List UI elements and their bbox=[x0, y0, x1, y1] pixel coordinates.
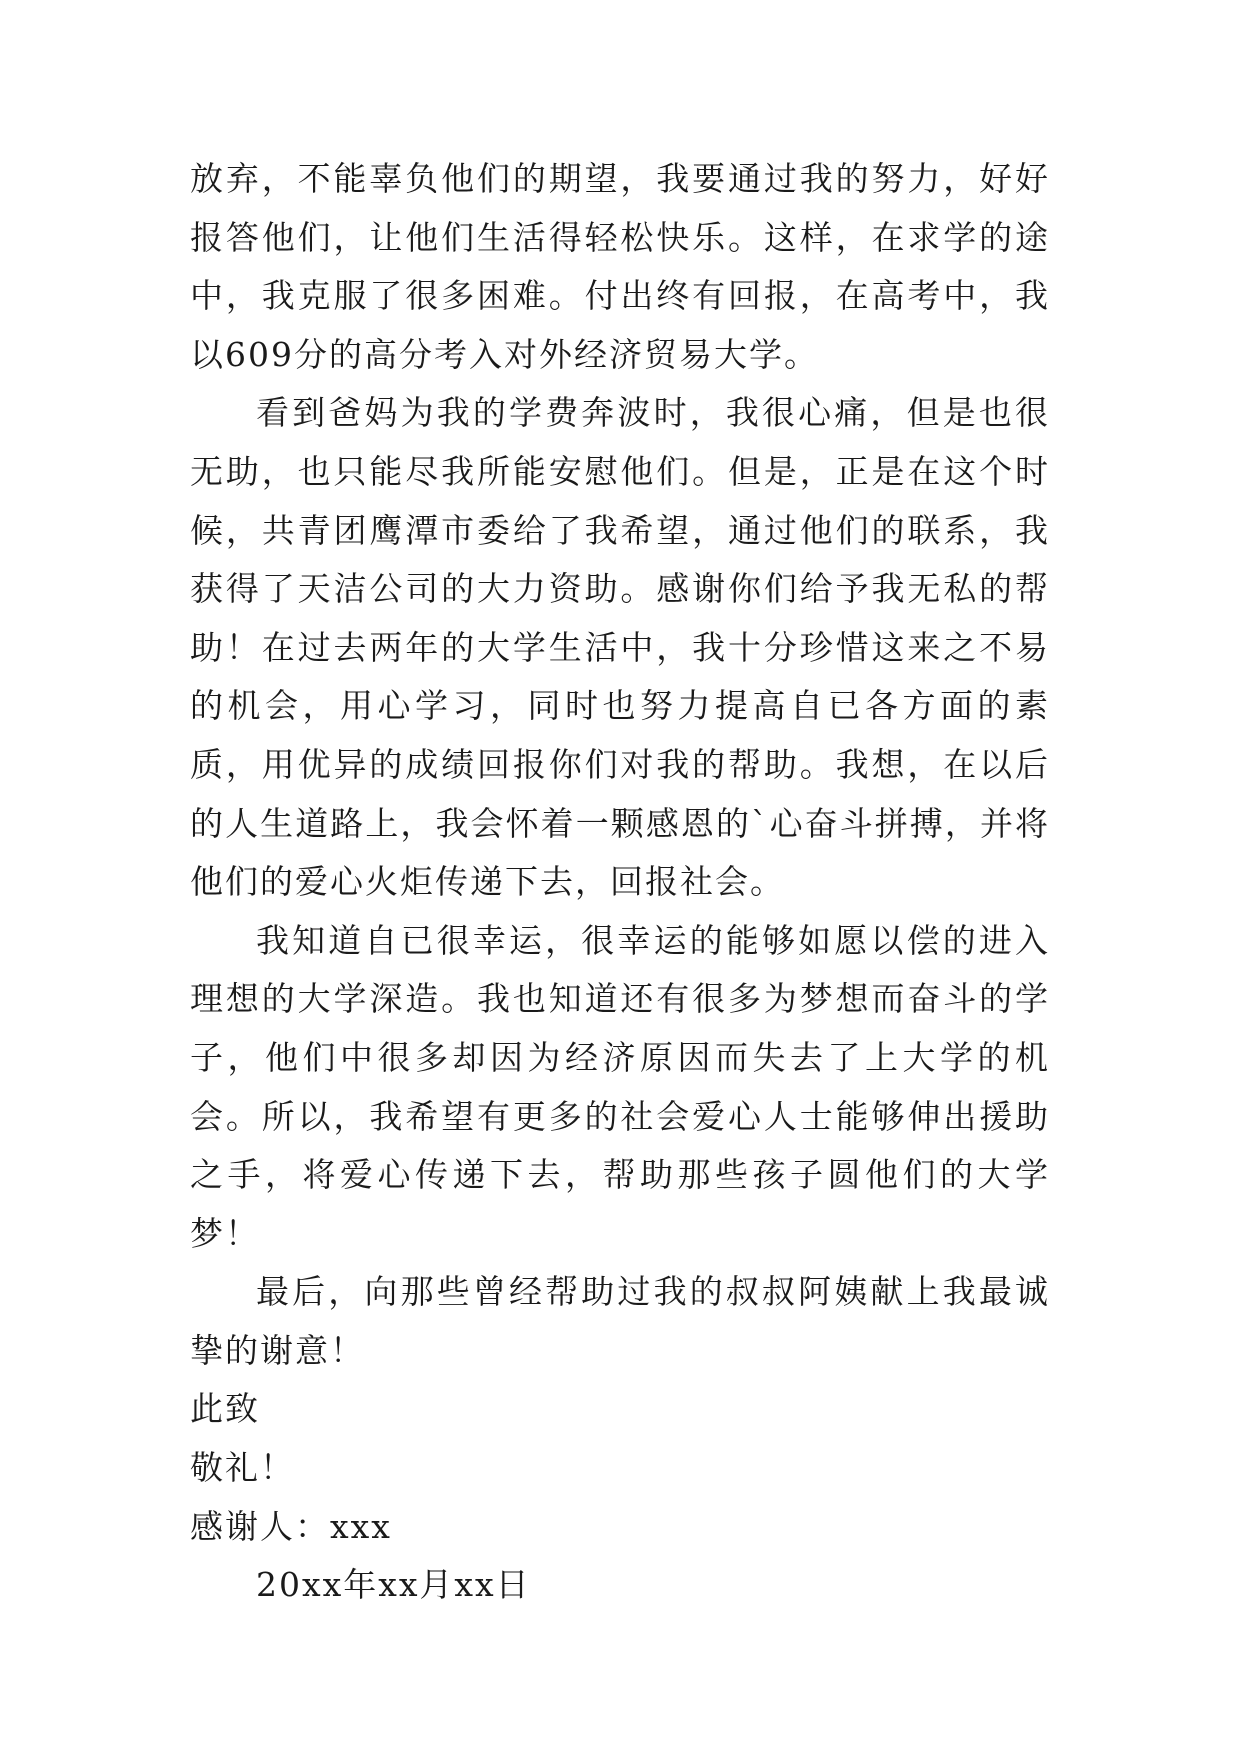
paragraph-continuation: 放弃，不能辜负他们的期望，我要通过我的努力，好好报答他们，让他们生活得轻松快乐。这样，在求学的途中，我克服了很多困难。付出终有回报，在高考中，我以609分的高分考入对外经济贸易大学。 bbox=[190, 159, 1050, 374]
letter-body bbox=[190, 150, 1050, 1615]
closing-ci-zhi: 此致 bbox=[190, 1389, 260, 1429]
signer-line: 感谢人：xxx bbox=[190, 1506, 392, 1546]
closing-jing-li: 敬礼！ bbox=[190, 1448, 295, 1488]
paragraph-funding: 看到爸妈为我的学费奔波时，我很心痛，但是也很无助，也只能尽我所能安慰他们。但是，正是在这个时候，共青团鹰潭市委给了我希望，通过他们的联系，我获得了天洁公司的大力资助。感谢你们给予我无私的帮助！在过去两年的大学生活中，我十分珍惜这来之不易的机会，用心学习，同时也努力提高自已各方面的素质，用优异的成绩回报你们对我的帮助。我想，在以后的人生道路上，我会怀着一颗感恩的`心奋斗拼搏，并将他们的爱心火炬传递下去，回报社会。 bbox=[190, 393, 1050, 902]
paragraph-hope: 我知道自已很幸运，很幸运的能够如愿以偿的进入理想的大学深造。我也知道还有很多为梦想而奋斗的学子，他们中很多却因为经济原因而失去了上大学的机会。所以，我希望有更多的社会爱心人士能够伸出援助之手，将爱心传递下去，帮助那些孩子圆他们的大学梦！ bbox=[190, 920, 1050, 1253]
paragraph-thanks: 最后，向那些曾经帮助过我的叔叔阿姨献上我最诚挚的谢意！ bbox=[190, 1272, 1050, 1370]
date-line: 20xx年xx月xx日 bbox=[256, 1565, 531, 1605]
